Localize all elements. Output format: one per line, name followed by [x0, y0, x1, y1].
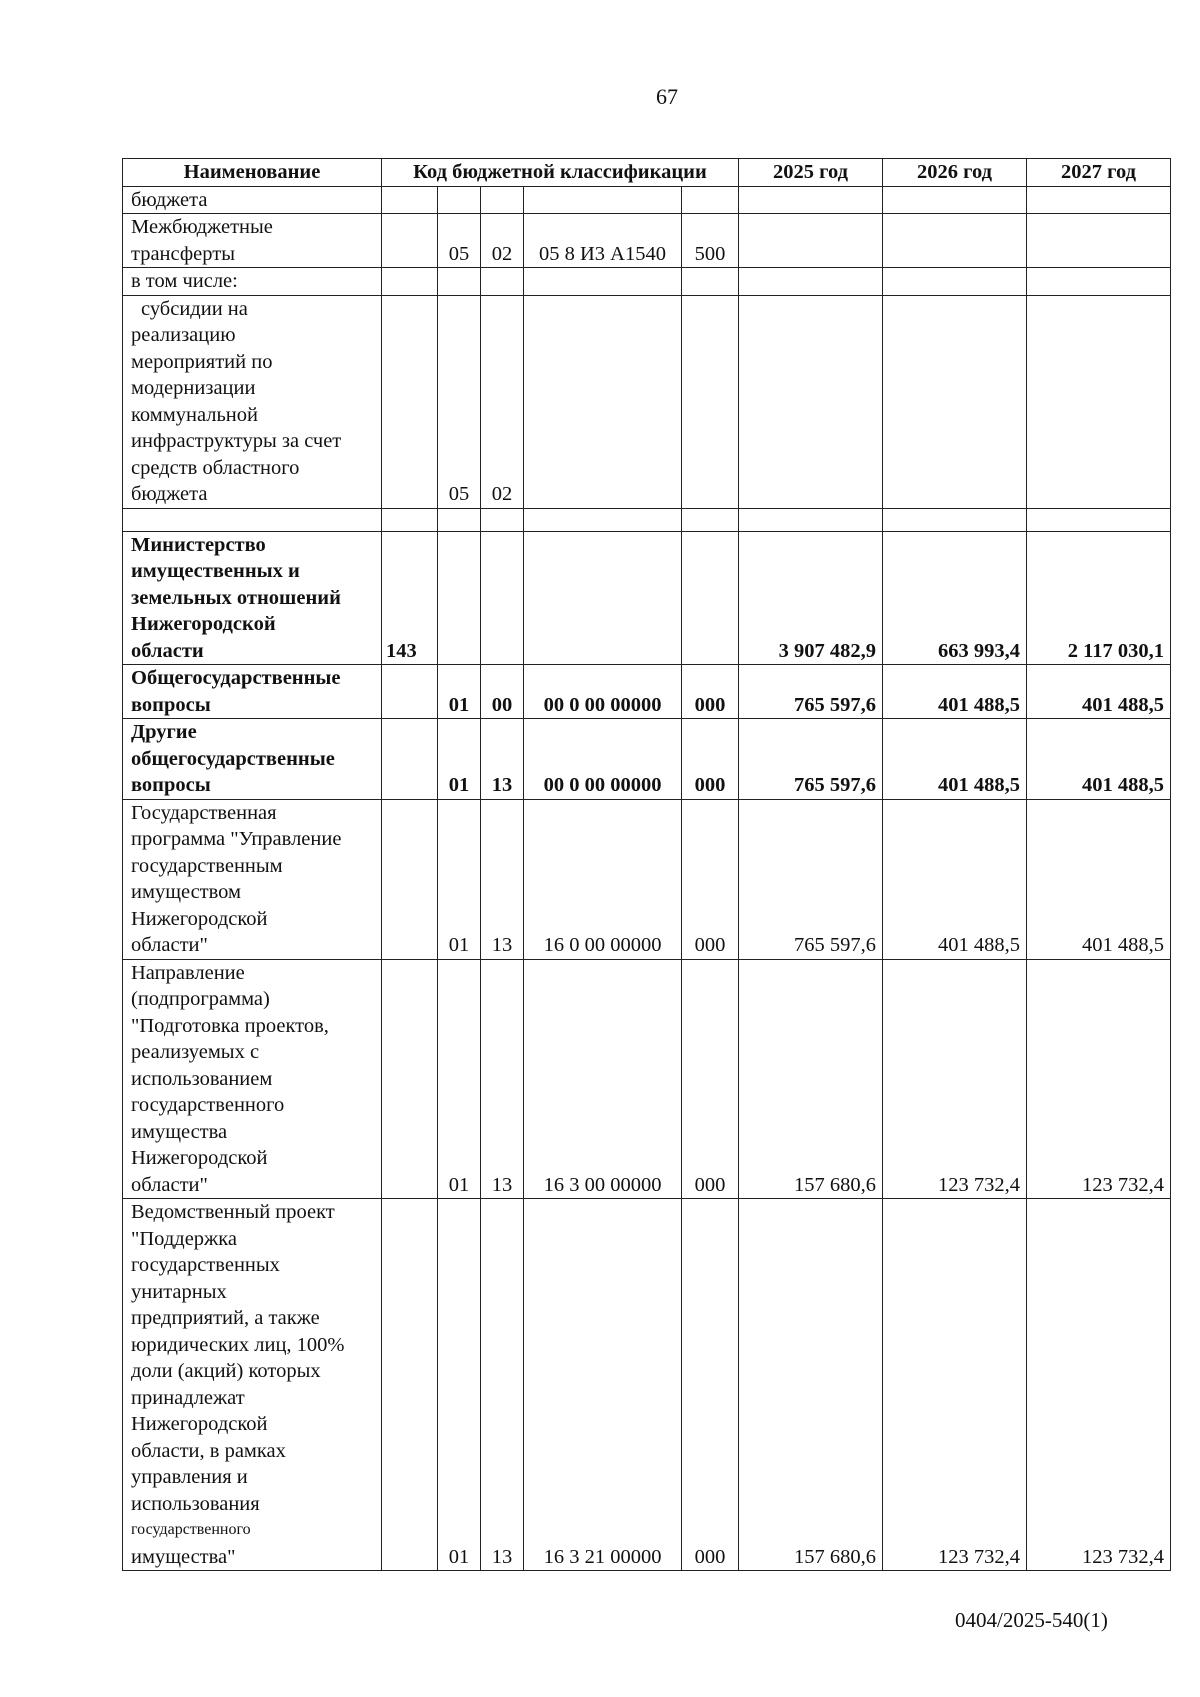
header-2026: 2026 год — [883, 159, 1027, 187]
row-name: субсидии на реализацию мероприятий по модернизации коммунальной инфраструктуры за счет средств областного бюджета — [123, 295, 382, 508]
table-row — [123, 295, 1171, 508]
row-vr: 000 — [682, 665, 739, 719]
row-rz: 05 — [438, 295, 481, 508]
row-csr: 05 8 И3 А1540 — [524, 214, 682, 268]
row-vd: 143 — [382, 531, 438, 665]
table-row — [123, 719, 1171, 800]
row-2026: 401 488,5 — [883, 719, 1027, 800]
row-name: бюджета — [123, 186, 382, 214]
row-vr: 000 — [682, 959, 739, 1199]
row-pr: 02 — [481, 214, 524, 268]
table-row — [123, 214, 1171, 268]
header-name: Наименование — [123, 159, 382, 187]
row-2027: 123 732,4 — [1027, 1199, 1171, 1571]
row-2026: 663 993,4 — [883, 531, 1027, 665]
row-name: Ведомственный проект "Поддержка государственных унитарных предприятий, а также юридических лиц, 100% доли (акций) которых принадлежат Нижегородской области, в рамках управления и использования государственного имущества" — [123, 1199, 382, 1571]
row-vr: 500 — [682, 214, 739, 268]
row-name: Общегосударственные вопросы — [123, 665, 382, 719]
row-rz: 01 — [438, 1199, 481, 1571]
row-2026: 401 488,5 — [883, 665, 1027, 719]
row-2025: 157 680,6 — [739, 959, 883, 1199]
row-2025: 765 597,6 — [739, 799, 883, 959]
row-pr: 00 — [481, 665, 524, 719]
row-name: Государственная программа "Управление государственным имуществом Нижегородской области" — [123, 799, 382, 959]
page-number: 67 — [656, 84, 678, 109]
row-name: Министерство имущественных и земельных отношений Нижегородской области — [123, 531, 382, 665]
row-2026: 123 732,4 — [883, 1199, 1027, 1571]
row-pr: 13 — [481, 959, 524, 1199]
row-vr: 000 — [682, 719, 739, 800]
row-2025: 765 597,6 — [739, 665, 883, 719]
row-pr: 13 — [481, 719, 524, 800]
table-header-row — [123, 159, 1171, 187]
row-name: Другие общегосударственные вопросы — [123, 719, 382, 800]
row-2026: 401 488,5 — [883, 799, 1027, 959]
row-pr: 02 — [481, 295, 524, 508]
row-2027: 2 117 030,1 — [1027, 531, 1171, 665]
header-code: Код бюджетной классификации — [382, 159, 739, 187]
table-row — [123, 186, 1171, 214]
row-2027: 401 488,5 — [1027, 719, 1171, 800]
row-2027: 123 732,4 — [1027, 959, 1171, 1199]
row-name: Межбюджетные трансферты — [123, 214, 382, 268]
row-rz: 01 — [438, 959, 481, 1199]
table-row — [123, 268, 1171, 296]
row-name: в том числе: — [123, 268, 382, 296]
row-rz: 01 — [438, 665, 481, 719]
row-2025: 157 680,6 — [739, 1199, 883, 1571]
row-csr: 16 3 21 00000 — [524, 1199, 682, 1571]
table-row — [123, 531, 1171, 665]
row-rz: 01 — [438, 799, 481, 959]
row-rz: 01 — [438, 719, 481, 800]
document-code: 0404/2025-540(1) — [955, 1608, 1108, 1632]
header-2025: 2025 год — [739, 159, 883, 187]
row-vr: 000 — [682, 1199, 739, 1571]
row-vr: 000 — [682, 799, 739, 959]
row-rz: 05 — [438, 214, 481, 268]
row-2026: 123 732,4 — [883, 959, 1027, 1199]
row-csr: 16 3 00 00000 — [524, 959, 682, 1199]
header-2027: 2027 год — [1027, 159, 1171, 187]
table-row — [123, 665, 1171, 719]
row-2025: 3 907 482,9 — [739, 531, 883, 665]
row-csr: 00 0 00 00000 — [524, 665, 682, 719]
table-row — [123, 959, 1171, 1199]
row-2027: 401 488,5 — [1027, 799, 1171, 959]
row-pr: 13 — [481, 1199, 524, 1571]
row-csr: 00 0 00 00000 — [524, 719, 682, 800]
table-row — [123, 1199, 1171, 1571]
row-2027: 401 488,5 — [1027, 665, 1171, 719]
row-2025: 765 597,6 — [739, 719, 883, 800]
table-row-empty — [123, 508, 1171, 531]
row-name: Направление (подпрограмма) "Подготовка проектов, реализуемых с использованием государственного имущества Нижегородской области" — [123, 959, 382, 1199]
row-csr: 16 0 00 00000 — [524, 799, 682, 959]
row-pr: 13 — [481, 799, 524, 959]
table-row — [123, 799, 1171, 959]
budget-table — [122, 158, 1171, 1571]
